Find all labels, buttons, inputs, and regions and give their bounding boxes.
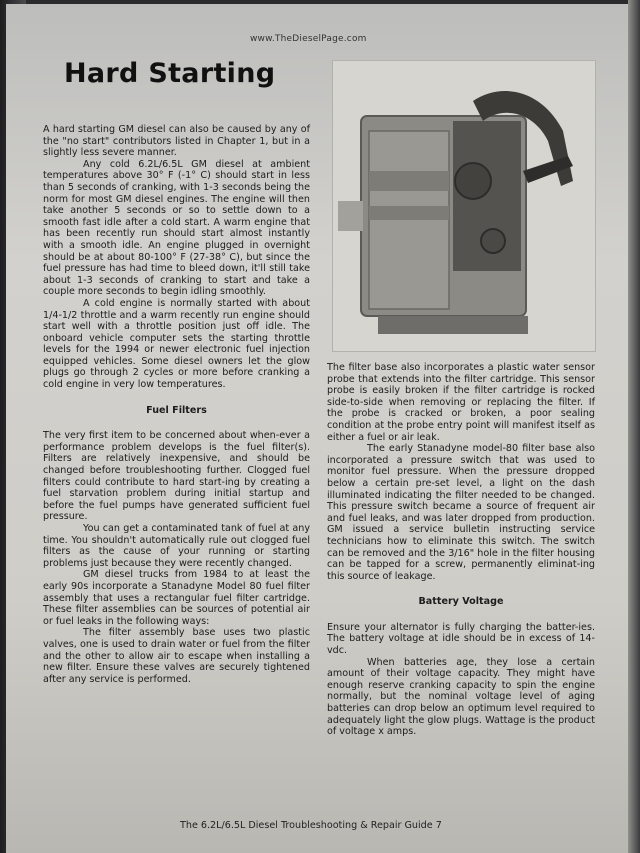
page-stack-edge bbox=[628, 0, 640, 853]
left-column bbox=[43, 124, 310, 685]
paragraph: You can get a contaminated tank of fuel at any time. You shouldn't automatically rule out clogged fuel filters as the cause of your running or starting problems just because they were recently changed. bbox=[43, 523, 310, 569]
section-heading-battery-voltage: Battery Voltage bbox=[418, 596, 504, 608]
paragraph: A cold engine is normally started with about 1/4-1/2 throttle and a warm recently run engine should start well with a throttle position just off idle. The onboard vehicle computer sets the starting throttle levels for the 1994 or newer electronic fuel injection equipped vehicles. Some diesel owners let the glow plugs go through 2 cycles or more before cranking a cold engine in very low temperatures. bbox=[43, 297, 310, 391]
paragraph: Any cold 6.2L/6.5L GM diesel at ambient temperatures above 30° F (-1° C) should start in less than 5 seconds of cranking, with 1-3 seconds being the norm for most GM diesel engines. The engine will then take another 5 seconds or so to settle down to a smooth fast idle after a cold start. A warm engine that has been recently run should start almost instantly with a smooth idle. An engine plugged in overnight should be at about 80-100° F (27-38° C), but since the fuel pressure has had time to bleed down, it'll still take about 1-3 seconds of cranking to start and take a couple more seconds to begin idling smoothly. bbox=[43, 158, 310, 298]
page-title: Hard Starting bbox=[64, 58, 276, 89]
section-heading-fuel-filters: Fuel Filters bbox=[146, 404, 207, 416]
fuel-filter-image bbox=[333, 61, 595, 351]
paragraph: The filter assembly base uses two plastic valves, one is used to drain water or fuel from the filter and the other to allow air to escape when installing a new filter. Ensure these valves are securely tightened after any service is performed. bbox=[43, 627, 310, 685]
paragraph: The early Stanadyne model-80 filter base also incorporated a pressure switch that was used to monitor fuel pressure. When the pressure dropped below a certain pre-set level, a light on the dash illuminated indicating the filter needed to be changed. This pressure switch became a source of frequent air and fuel leaks, and was later dropped from production. GM issued a service bulletin instructing service technicians how to eliminate this switch. The switch can be removed and the 3/16" hole in the filter housing can be tapped for a screw, permanently eliminat-ing this source of leakage. bbox=[327, 443, 595, 582]
right-column bbox=[327, 362, 595, 738]
paragraph: The very first item to be concerned about when-ever a performance problem develops is the fuel filter(s). Filters are relatively inexpensive, and should be changed before troubleshooting further. Clogged fuel filters could contribute to hard start-ing by creating a fuel starvation problem during initial startup and before the fuel pumps have generated sufficient fuel pressure. bbox=[43, 430, 310, 523]
header-url: www.TheDieselPage.com bbox=[250, 34, 367, 44]
paragraph: When batteries age, they lose a certain amount of their voltage capacity. They might have enough reserve cranking capacity to spin the engine normally, but the nominal voltage level of aging batteries can drop below an optimum level required to adequately light the glow plugs. Wattage is the product of voltage x amps. bbox=[327, 656, 595, 738]
paragraph: GM diesel trucks from 1984 to at least the early 90s incorporate a Stanadyne Model 80 fuel filter assembly that uses a rectangular fuel filter cartridge. These filter assemblies can be sources of potential air or fuel leaks in the following ways: bbox=[43, 569, 310, 627]
paragraph: A hard starting GM diesel can also be caused by any of the "no start" contributors listed in Chapter 1, but in a slightly less severe manner. bbox=[43, 124, 310, 159]
fuel-filter-photo bbox=[332, 60, 596, 352]
paragraph: Ensure your alternator is fully charging the batter-ies. The battery voltage at idle should be in excess of 14-vdc. bbox=[327, 621, 595, 657]
page-footer: The 6.2L/6.5L Diesel Troubleshooting & Repair Guide 7 bbox=[180, 820, 442, 831]
paragraph: The filter base also incorporates a plastic water sensor probe that extends into the filter cartridge. This sensor probe is easily broken if the filter cartridge is rocked side-to-side when removing or replacing the filter. If the probe is cracked or broken, a poor sealing condition at the probe entry point will manifest itself as either a fuel or air leak. bbox=[327, 362, 595, 443]
